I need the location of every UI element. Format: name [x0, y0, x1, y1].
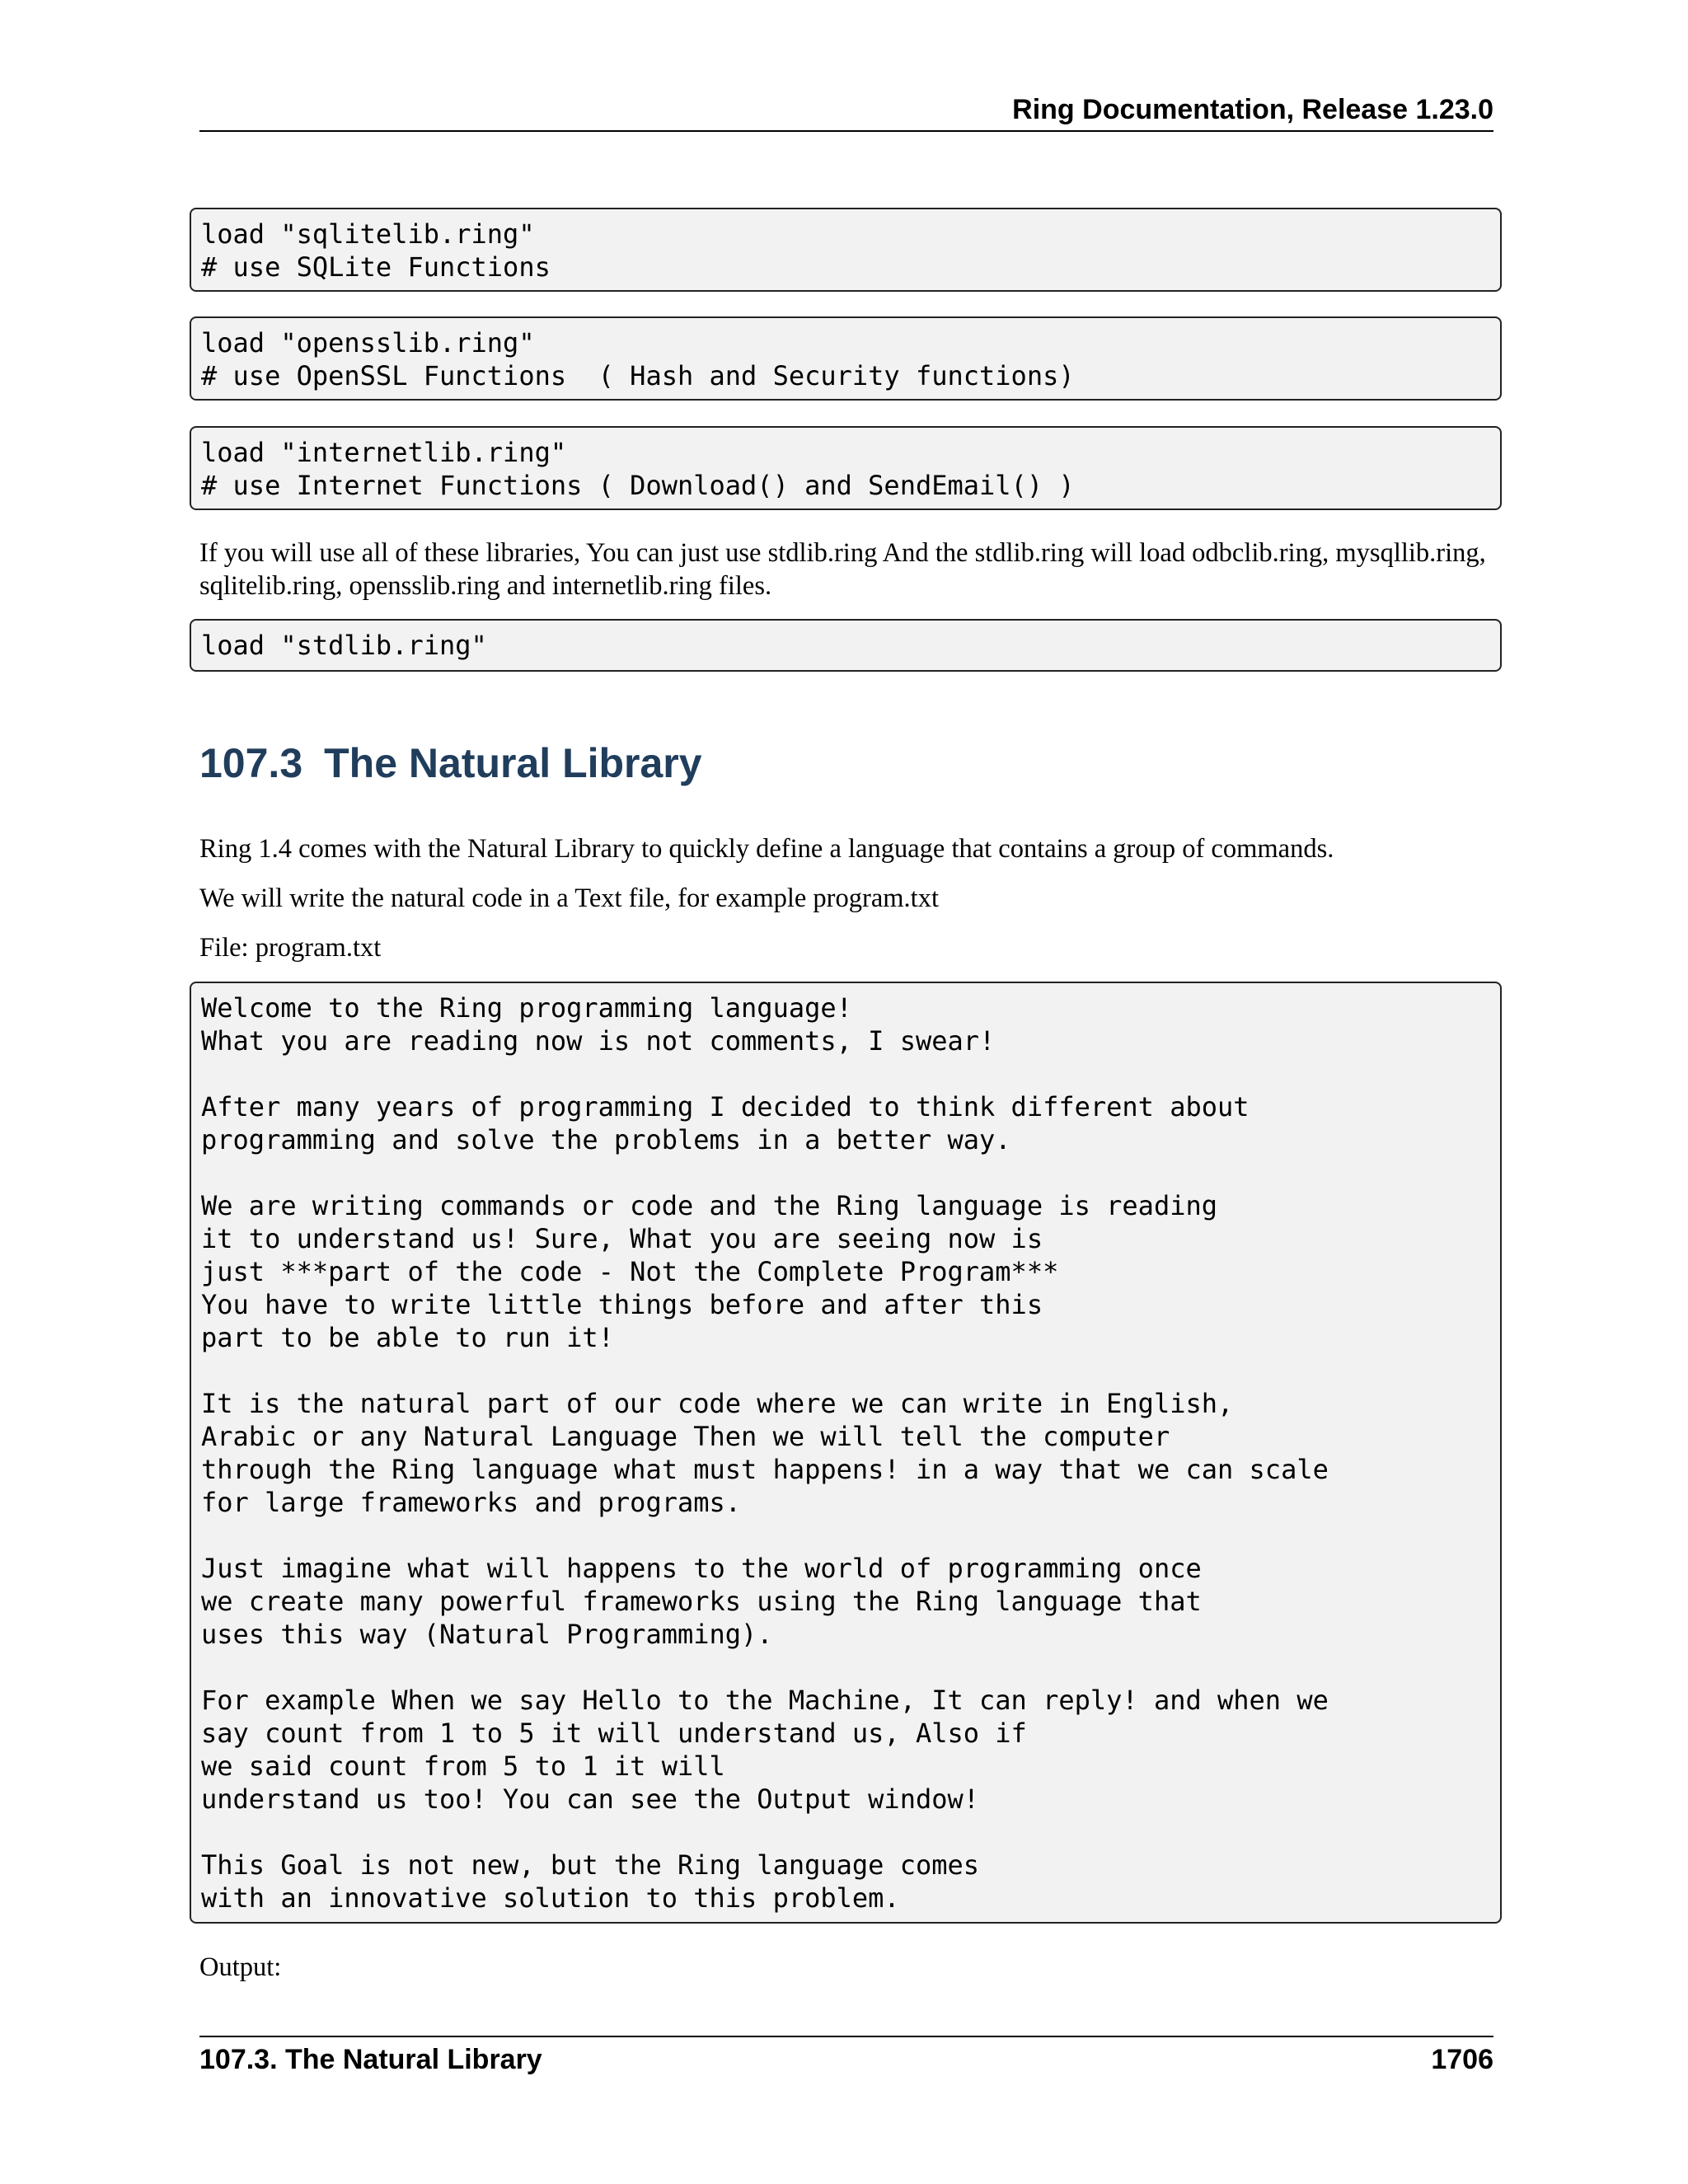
write-code-paragraph: We will write the natural code in a Text file, for example program.txt: [199, 883, 939, 913]
output-label: Output:: [199, 1952, 282, 1982]
code-block-sqlite: load "sqlitelib.ring" # use SQLite Functions: [190, 208, 1502, 292]
file-label: File: program.txt: [199, 933, 382, 963]
page-number: 1706: [1431, 2044, 1493, 2075]
section-title: The Natural Library: [324, 740, 702, 786]
section-heading: [199, 738, 702, 788]
code-block-program: Welcome to the Ring programming language! What you are reading now is not comments, I swear! After many years of programming I decided to think different about programming and solve the problems in a better way. We are writing commands or code and the Ring language is reading it to understand us! Sure, What you are seeing now is just ***part of the code - Not the Complete Program*** You have to write little things before and after this part to be able to run it! It is the natural part of our code where we can write in English, Arabic or any Natural Language Then we will tell the computer through the Ring language what must happens! in a way that we can scale for large frameworks and programs. Just imagine what will happens to the world of programming once we create many powerful frameworks using the Ring language that uses this way (Natural Programming). For example When we say Hello to the Machine, It can reply! and when we say count from 1 to 5 it will understand us, Also if we said count from 5 to 1 it will understand us too! You can see the Output window! This Goal is not new, but the Ring language comes with an innovative solution to this problem.: [190, 982, 1502, 1924]
intro-paragraph: Ring 1.4 comes with the Natural Library to quickly define a language that contains a group of commands.: [199, 834, 1334, 864]
code-block-internet: load "internetlib.ring" # use Internet Functions ( Download() and SendEmail() ): [190, 426, 1502, 510]
running-header: Ring Documentation, Release 1.23.0: [1012, 94, 1493, 125]
footer-rule: [199, 2036, 1493, 2037]
code-block-stdlib: load "stdlib.ring": [190, 619, 1502, 672]
footer-section-title: 107.3. The Natural Library: [199, 2044, 542, 2075]
libraries-note-paragraph: If you will use all of these libraries, You can just use stdlib.ring And the stdlib.ring will load odbclib.ring, mysqllib.ring, sqlitelib.ring, opensslib.ring and internetlib.ring files.: [199, 538, 1486, 601]
section-number: 107.3: [199, 740, 303, 786]
header-rule: [199, 130, 1493, 132]
code-block-openssl: load "opensslib.ring" # use OpenSSL Functions ( Hash and Security functions): [190, 316, 1502, 401]
